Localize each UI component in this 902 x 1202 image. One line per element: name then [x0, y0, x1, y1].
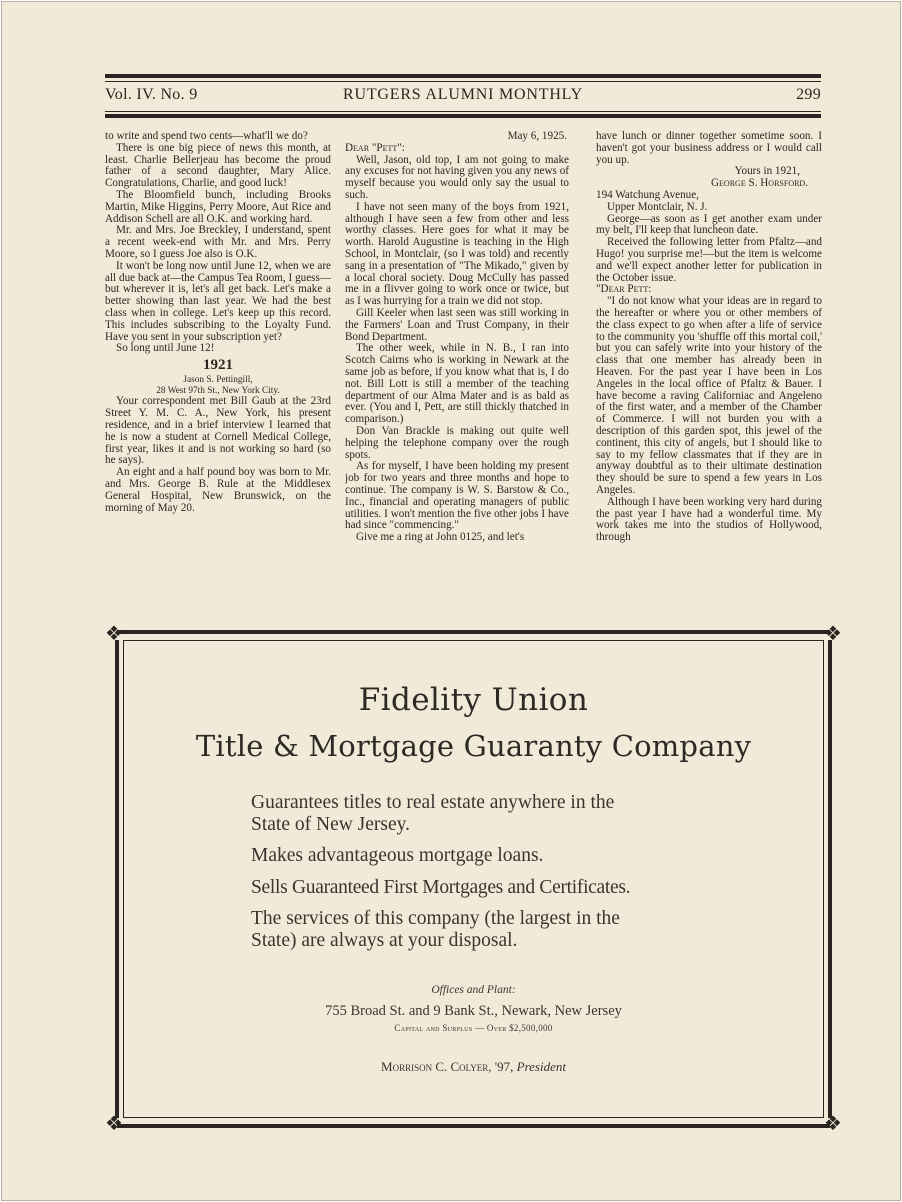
letter-salutation: Dear "Pett": — [345, 141, 405, 154]
paragraph: to write and spend two cents—what'll we do? — [105, 131, 308, 142]
volume-number: Vol. IV. No. 9 — [105, 86, 198, 103]
ad-company-name: Fidelity Union — [358, 682, 589, 718]
paragraph: Well, Jason, old top, I am not going to make any excuses for not having given you any news of myself because you would only say the usual to such. — [345, 153, 569, 201]
class-secretary-name: Jason S. Pettingill, — [183, 375, 253, 386]
text-column-middle — [345, 131, 569, 611]
president-name: Morrison C. Colyer, '97, — [381, 1059, 514, 1074]
class-secretary-address: 28 West 97th St., New York City. — [156, 385, 280, 396]
text-column-right — [596, 131, 822, 611]
advertisement — [103, 624, 844, 1134]
corner-ornament-icon: ❖ — [105, 623, 123, 645]
ad-president — [103, 1059, 844, 1075]
letter-salutation: "Dear Pett: — [596, 283, 652, 296]
ad-service-line: Guarantees titles to real estate anywhere in the — [251, 792, 615, 813]
ad-service-line: Sells Guaranteed First Mortgages and Certificates. — [251, 877, 631, 898]
paragraph: Although I have been working very hard during the past year I have had a wonderful time. My work takes me into the studios of Hollywood, through — [596, 495, 822, 544]
paragraph: Give me a ring at John 0125, and let's — [356, 531, 525, 544]
class-year-heading: 1921 — [203, 357, 233, 374]
paragraph: So long until June 12! — [116, 342, 215, 355]
ad-service-line: State) are always at your disposal. — [251, 930, 518, 951]
ad-inner-rule-bottom — [123, 1117, 824, 1118]
page-number: 299 — [796, 86, 821, 103]
paragraph: An eight and a half pound boy was born to Mr. and Mrs. George B. Rule at the Middlesex General Hospital, New Brunswick, on the morning of May 20. — [105, 466, 331, 514]
ad-company-subtitle: Title & Mortgage Guaranty Company — [195, 729, 752, 763]
text-column-left — [105, 131, 331, 611]
paragraph: The other week, while in N. B., I ran into Scotch Cairns who is working in Newark at the same job as before, if you know what that is, I do not. Bill Lott is still a member of the teaching department of our Alma Mater and is as bald as ever. (You and I, Pett, are still thickly thatched in comparison.) — [345, 342, 569, 426]
letter-signature: George S. Horsford. — [711, 177, 808, 190]
paragraph: "I do not know what your ideas are in regard to the hereafter or where you or other members of the class expect to go when after a life of service to the community you 'shuffle off this mortal coil,' but you can safely write into your history of the class that one member has already been in Heaven. For the past year I have been in Los Angeles in the local office of Pfaltz & Bauer. I have become a raving Californiac and Angeleno of the first water, and a member of the Chamber of Commerce. I will not burden you with a description of this garden spot, this jewel of the continent, this city of angels, but I should like to say to my fellow classmates that if they are in anyway doubtful as to their ultimate destination they should be sure to spend a few years in Los Angeles. — [596, 295, 822, 496]
ad-capital-surplus: Capital and Surplus — Over $2,500,000 — [394, 1023, 553, 1033]
president-title: President — [516, 1059, 566, 1074]
corner-ornament-icon: ❖ — [105, 1113, 123, 1135]
paragraph: It won't be long now until June 12, when we are all due back at—the Campus Tea Room, I guess—but wherever it is, let's all get back. Let's make a better showing than last year. We had the best class when in college. Let's keep up this record. This includes subscribing to the Loyalty Fund. Have you sent in your subscription yet? — [105, 259, 331, 343]
ad-inner-rule-top — [123, 640, 824, 641]
ad-service-line: The services of this company (the largest in the — [251, 908, 620, 929]
paragraph: have lunch or dinner together sometime soon. I haven't got your business address or I would call you up. — [596, 131, 822, 166]
running-header — [105, 86, 821, 108]
ad-offices-label: Offices and Plant: — [431, 984, 516, 996]
corner-ornament-icon: ❖ — [824, 1113, 842, 1135]
paragraph: George—as soon as I get another exam under my belt, I'll keep that luncheon date. — [596, 212, 822, 237]
header-top-thin-rule — [105, 81, 821, 82]
magazine-page — [1, 1, 901, 1201]
address-line: Upper Montclair, N. J. — [607, 200, 708, 213]
ad-border-bottom — [117, 1124, 830, 1128]
corner-ornament-icon: ❖ — [824, 623, 842, 645]
ad-address: 755 Broad St. and 9 Bank St., Newark, New Jersey — [325, 1003, 622, 1019]
ad-border-top — [117, 630, 830, 634]
header-top-rule — [105, 74, 821, 78]
header-bottom-rule — [105, 114, 821, 118]
address-line: 194 Watchung Avenue, — [596, 188, 699, 201]
paragraph: Mr. and Mrs. Joe Breckley, I understand, spent a recent week-end with Mr. and Mrs. Perry Moore, so I guess Joe also is O.K. — [105, 224, 331, 260]
paragraph: Received the following letter from Pfaltz—and Hugo! you surprise me!—but the item is welcome and we'll expect another letter for publication in the October issue. — [596, 236, 822, 284]
ad-service-line: State of New Jersey. — [251, 814, 411, 835]
paragraph: Gill Keeler when last seen was still working in the Farmers' Loan and Trust Company, in their Bond Department. — [345, 306, 569, 343]
ad-service-line: Makes advantageous mortgage loans. — [251, 845, 544, 866]
paragraph: The Bloomfield bunch, including Brooks Martin, Mike Higgins, Perry Moore, Aut Rice and Addison Schell are all O.K. and working hard. — [105, 188, 331, 225]
header-bottom-thin-rule — [105, 111, 821, 112]
letter-closing: Yours in 1921, — [734, 165, 800, 178]
paragraph: There is one big piece of news this month, at least. Charlie Bellerjeau has become the proud father of a second daughter, Mary Alice. Congratulations, Charlie, and good luck! — [105, 141, 331, 190]
publication-title: RUTGERS ALUMNI MONTHLY — [343, 86, 583, 103]
paragraph: Don Van Brackle is making out quite well helping the telephone company over the rough spots. — [345, 424, 569, 461]
paragraph: As for myself, I have been holding my present job for two years and three months and hope to continue. The company is W. S. Barstow & Co., Inc., financial and operating managers of public utilities. I won't mention the five other jobs I have had since "commencing." — [345, 460, 569, 532]
letter-date: May 6, 1925. — [507, 131, 567, 142]
paragraph: Your correspondent met Bill Gaub at the 23rd Street Y. M. C. A., New York, his present residence, and in a brief interview I learned that he is now a student at Cornell Medical College, first year, likes it and is not working so hard (so he says). — [105, 395, 331, 467]
paragraph: I have not seen many of the boys from 1921, although I have seen a few from other and less worthy classes. Here goes for what it may be worth. Harold Augustine is teaching in the High School, in Montclair, (so I was told) and recently sang in a presentation of "The Mikado," given by a local choral society. Doug McCully has passed me in a flivver going to work once or twice, but as I was hurrying for a train we did not stop. — [345, 200, 569, 308]
